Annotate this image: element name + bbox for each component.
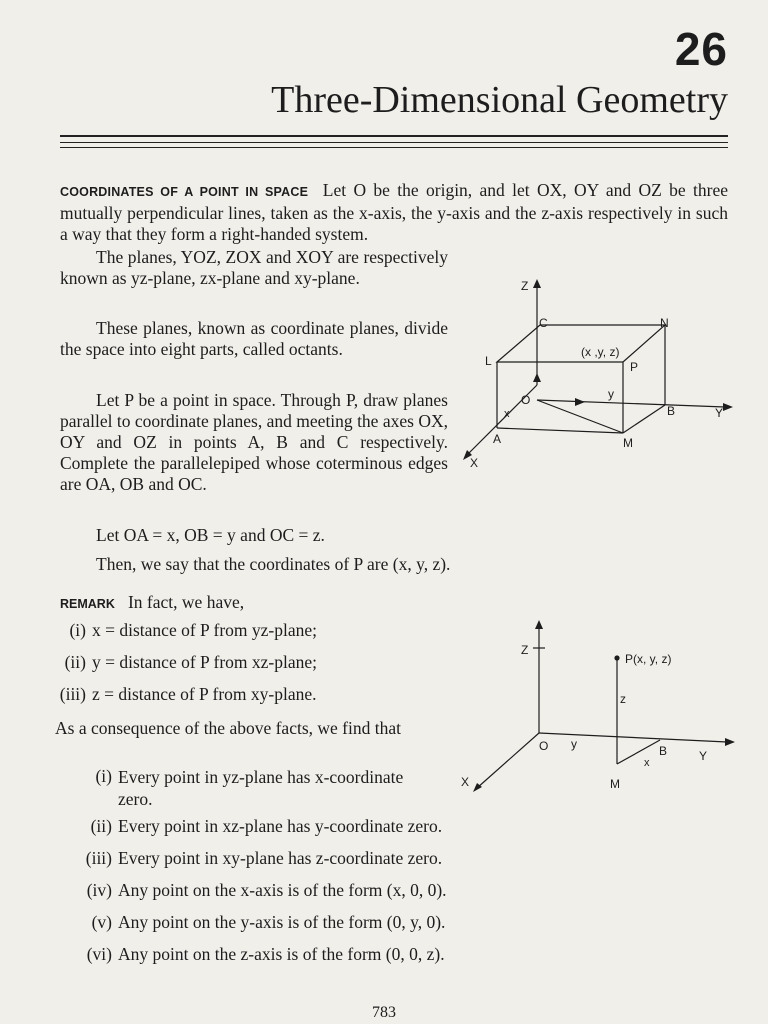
y-length-label: y [608,387,614,401]
m-to-b-line [617,740,660,764]
y-axis-line [537,400,725,407]
point-paragraph: Let P be a point in space. Through P, draw planes parallel to coordinate planes, and meeting the axes OX, OY and OZ in points A, B and C respectively. Complete the parallelepiped whose coterminous edges are OA, OB and OC. [60,390,448,494]
x-length-label: x [504,408,510,420]
item-text: x = distance of P from yz-plane; [92,620,317,640]
remark-intro-text: In fact, we have, [127,592,245,612]
list-item [76,944,536,976]
arrow-icon [533,373,541,382]
item-text: y = distance of P from xz-plane; [92,652,317,672]
item-text: Any point on the y-axis is of the form (0, y, 0). [118,912,446,932]
arrow-icon [533,279,541,288]
item-text: Every point in yz-plane has x-coordinate zero. [118,767,404,809]
list-item [50,652,470,684]
x-axis-line [477,733,539,788]
x-axis-label: X [461,775,470,789]
page-number: 783 [372,1004,396,1021]
item-label: (iii) [59,684,86,704]
title-rule [60,142,728,143]
item-text: z = distance of P from xy-plane. [92,684,317,704]
y-length-label: y [571,737,577,751]
parallelepiped-figure [455,265,755,480]
intro-text: Let O be the origin, and let OX, OY and OZ be three mutually perpendicular lines, taken as the x-axis, the y-axis and the z-axis respectively in such a way that they form a right-handed system. [60,180,729,244]
point-l-label: L [485,354,492,368]
point-p-marker [614,655,619,660]
octants-paragraph: These planes, known as coordinate planes, divide the space into eight parts, called octants. [60,318,448,359]
item-label: (i) [69,620,86,640]
consequence-intro: As a consequence of the above facts, we find that [55,718,401,738]
point-coordinates-label: (x ,y, z) [581,345,620,359]
remark-intro [60,592,480,615]
x-axis-label: X [470,456,479,470]
arrow-icon [535,620,543,629]
let-paragraph: Let OA = x, OB = y and OC = z. [96,525,325,545]
point-p-label: P [630,360,639,374]
point-c-label: C [539,316,548,330]
item-text: Any point on the z-axis is of the form (0, 0, z). [118,944,445,964]
point-b-label: B [659,744,668,758]
chapter-number: 26 [674,23,728,75]
section-heading: COORDINATES OF A POINT IN SPACE [60,185,309,199]
point-n-label: N [660,316,669,330]
y-axis-label: Y [699,749,708,763]
x-length-label: x [644,757,650,769]
origin-label: O [539,739,549,753]
point-a-label: A [493,432,502,446]
title-rule [60,135,728,137]
remark-label: REMARK [60,597,115,611]
edge-line [537,400,623,433]
edge-line [497,428,623,433]
list-item [76,912,536,944]
point-distance-figure [455,618,755,808]
point-p-label: P(x, y, z) [625,652,672,666]
list-item [76,880,536,912]
arrow-icon [575,398,585,406]
z-axis-label: Z [521,279,529,293]
remark-list [50,620,470,716]
then-paragraph: Then, we say that the coordinates of P are (x, y, z). [96,554,451,574]
title-rule [60,147,728,148]
item-label: (ii) [64,652,86,672]
z-length-label: z [620,692,626,706]
y-axis-label: Y [715,406,724,420]
item-label: (vi) [86,944,112,964]
edge-line [623,405,665,433]
chapter-title: Three-Dimensional Geometry [271,79,728,121]
item-text: Any point on the x-axis is of the form (x, 0, 0). [118,880,447,900]
list-item [50,620,470,652]
list-item [76,848,536,880]
point-m-label: M [610,777,620,791]
arrow-icon [723,403,733,411]
intro-paragraph [60,180,728,245]
list-item [76,816,536,848]
point-b-label: B [667,404,676,418]
item-label: (iv) [86,880,112,900]
point-m-label: M [623,436,633,450]
item-label: (ii) [90,816,112,836]
arrow-icon [725,738,735,746]
list-item [50,684,470,716]
origin-label: O [521,393,531,407]
item-text: Every point in xz-plane has y-coordinate zero. [118,816,443,836]
item-label: (v) [91,912,112,932]
item-label: (i) [95,766,112,786]
z-axis-label: Z [521,643,529,657]
y-axis-line [539,733,727,742]
planes-paragraph: The planes, YOZ, ZOX and XOY are respectively known as yz-plane, zx-plane and xy-plane. [60,247,448,288]
item-label: (iii) [85,848,112,868]
item-text: Every point in xy-plane has z-coordinate zero. [118,848,443,868]
